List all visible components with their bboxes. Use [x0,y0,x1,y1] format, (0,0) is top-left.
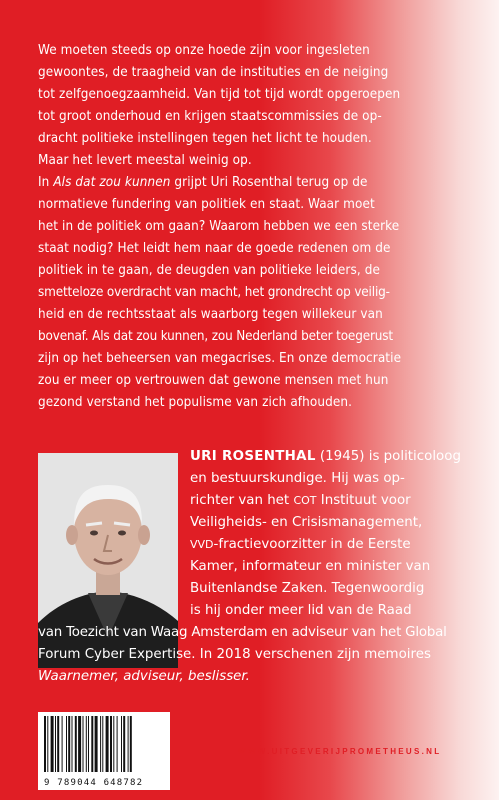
barcode-bar [68,716,70,772]
barcode-bar [91,716,93,772]
isbn-number: 9 789044 648782 [44,778,144,788]
bio-line: Kamer, informateur en minister van [190,559,431,574]
blurb-line: tot groot onderhoud en krijgen staatscommissies de op- [38,109,382,124]
blurb-line: bovenaf. Als dat zou kunnen, zou Nederland beter toegerust [38,329,393,344]
blurb-line [38,172,474,194]
barcode-bar [83,716,84,772]
bio-line: is hij onder meer lid van de Raad [190,603,412,618]
bio-text: -fractievoorzitter in de Eerste [213,537,411,552]
bio-abbreviation: VVD [190,538,214,551]
blurb-line: zou er meer op vertrouwen dat gewone mensen met hun [38,373,389,388]
barcode-bar [100,716,101,772]
blurb-line: heid en de rechtsstaat als waarborg tegen willekeur van [38,307,383,322]
blurb-line: tot zelfgenoegzaamheid. Van tijd tot tijd wordt opgeroepen [38,87,401,102]
blurb-line: politiek in te gaan, de deugden van politieke leiders, de [38,263,380,278]
memoir-title: Waarnemer, adviseur, beslisser. [38,669,250,684]
barcode-bar [66,716,67,772]
barcode-bar [86,716,87,772]
blurb-text: grijpt Uri Rosenthal terug op de [170,175,368,190]
blurb-line: normatieve fundering van politiek en staat. Waar moet [38,197,375,212]
blurb-line: gewoontes, de traagheid van de instituties en de neiging [38,65,389,80]
blurb-line: Maar het levert meestal weinig op. [38,153,252,168]
author-name: URI ROSENTHAL [190,449,316,464]
barcode-bar [51,716,54,772]
barcode-bar [102,716,103,772]
barcode-bar [113,716,114,772]
barcode-bar [55,716,56,772]
bio-abbreviation: COT [293,494,317,507]
barcode-bar [57,716,59,772]
isbn-barcode [38,712,170,790]
bio-text: richter van het [190,493,294,508]
barcode-bar [62,716,63,772]
barcode-bar [47,716,48,772]
bio-line: Forum Cyber Expertise. In 2018 verschenen zijn memoires [38,647,431,662]
back-cover-blurb [38,40,474,414]
bio-line: en bestuurskundige. Hij was op- [190,471,405,486]
barcode-bar [75,716,77,772]
barcode-bar [110,716,112,772]
bio-line [190,534,480,556]
bio-text: Instituut voor [316,493,411,508]
blurb-line: dracht politieke instellingen tegen het licht te houden. [38,131,372,146]
barcode-bar [44,716,46,772]
bio-line: Buitenlandse Zaken. Tegenwoordig [190,581,425,596]
barcode-bar [128,716,129,772]
bio-line [190,490,480,512]
bio-text: is politicoloog [364,449,461,464]
blurb-text: In [38,175,54,190]
bio-line: van Toezicht van Waag Amsterdam en adviseur van het Global [38,625,447,640]
blurb-line: het in de politiek om gaan? Waarom hebben we een sterke [38,219,400,234]
barcode-bar [117,716,118,772]
barcode-bar [95,716,98,772]
bio-line [190,446,480,468]
blurb-line: We moeten steeds op onze hoede zijn voor ingesleten [38,43,370,58]
barcode-bar [123,716,125,772]
author-bio [38,446,480,688]
bio-line: Veiligheids- en Crisismanagement, [190,515,423,530]
barcode-bar [88,716,89,772]
barcode-bar [72,716,73,772]
blurb-line: smetteloze overdracht van macht, het grondrecht op veilig- [38,285,390,300]
blurb-line: gezond verstand het populisme van zich afhouden. [38,395,353,410]
blurb-line: zijn op het beheersen van megacrises. En onze democratie [38,351,402,366]
author-birth-year: (1945) [315,449,365,464]
barcode-bars [38,712,170,774]
barcode-bar [130,716,132,772]
publisher-url: WWW.UITGEVERIJPROMETHEUS.NL [238,747,442,756]
barcode-bar [106,716,109,772]
barcode-bar [78,716,81,772]
blurb-line: staat nodig? Het leidt hem naar de goede redenen om de [38,241,391,256]
barcode-bar [121,716,122,772]
book-title: Als dat zou kunnen [53,175,171,190]
